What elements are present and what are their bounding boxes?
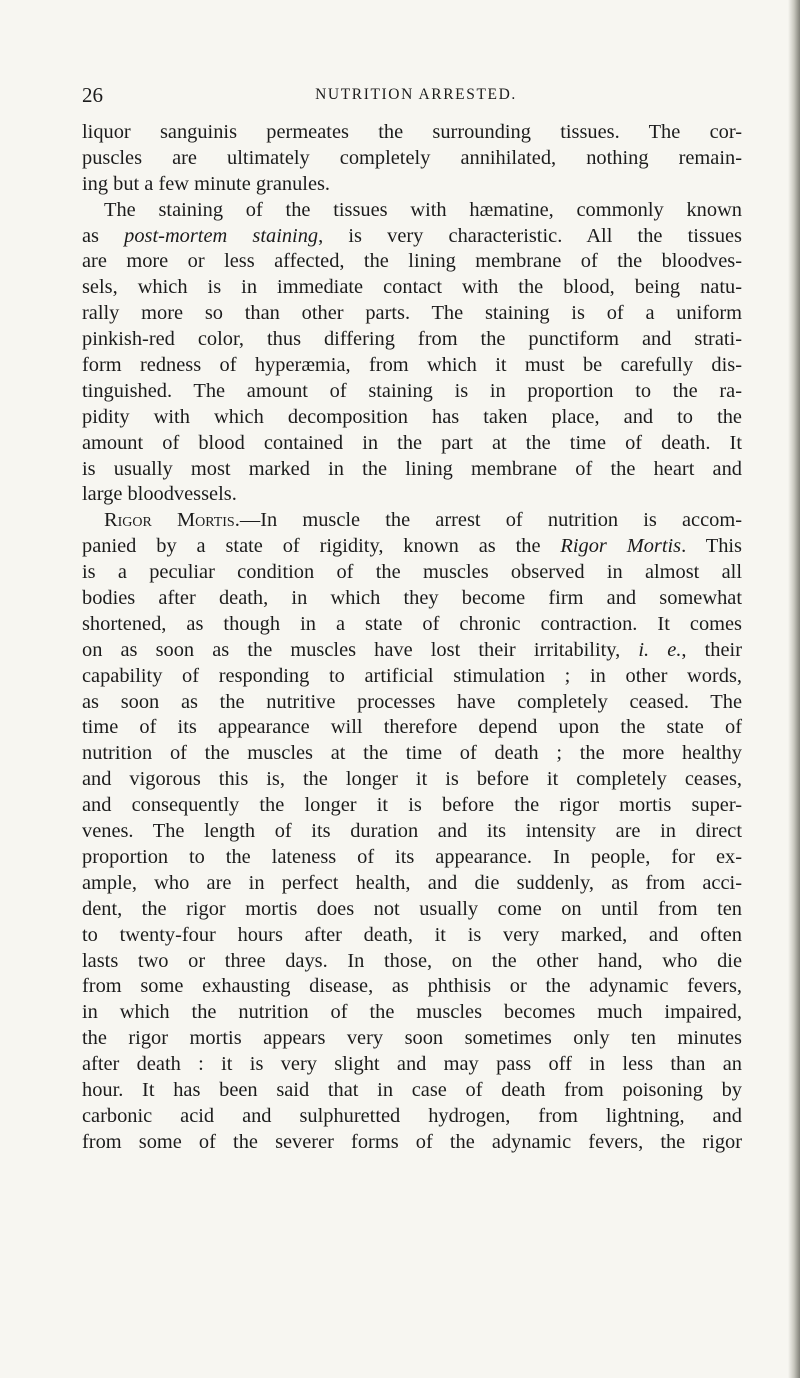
italic-term: i. e.: [638, 638, 682, 661]
text-line: to twenty-four hours after death, it is very marked, and often: [82, 923, 742, 946]
text-line: puscles are ultimately completely annihilated, nothing remain-: [82, 146, 742, 169]
text-line: Rigor Mortis.—In muscle the arrest of nutrition is accom-: [104, 509, 742, 532]
text-line: pinkish-red color, thus differing from the punctiform and strati-: [82, 328, 742, 351]
running-head: [82, 82, 742, 108]
text-line: liquor sanguinis permeates the surrounding tissues. The cor-: [82, 121, 742, 143]
text-line: from some of the severer forms of the adynamic fevers, the rigor: [82, 1130, 742, 1153]
text-line: time of its appearance will therefore depend upon the state of: [82, 716, 742, 739]
page-number: 26: [82, 83, 103, 107]
body-text: [82, 120, 742, 1156]
text-line: pidity with which decomposition has taken place, and to the: [82, 405, 742, 428]
text-line: from some exhausting disease, as phthisis or the adynamic fevers,: [82, 975, 742, 998]
text-line: in which the nutrition of the muscles becomes much impaired,: [82, 1001, 742, 1024]
text-line: as post-mortem staining, is very characteristic. All the tissues: [82, 224, 742, 247]
text-line: venes. The length of its duration and its intensity are in direct: [82, 820, 742, 843]
text-line: is usually most marked in the lining membrane of the heart and: [82, 457, 742, 480]
text-line: and consequently the longer it is before the rigor mortis super-: [82, 794, 742, 817]
text-line: ample, who are in perfect health, and die suddenly, as from acci-: [82, 871, 742, 894]
italic-term: Rigor Mortis: [560, 535, 682, 558]
running-head-title: NUTRITION ARRESTED.: [315, 86, 517, 103]
text-line: proportion to the lateness of its appearance. In people, for ex-: [82, 845, 742, 868]
text-line: dent, the rigor mortis does not usually come on until from ten: [82, 897, 742, 920]
text-line: shortened, as though in a state of chronic contraction. It comes: [82, 612, 742, 635]
text-line: are more or less affected, the lining membrane of the bloodves-: [82, 250, 742, 273]
text-line: nutrition of the muscles at the time of death ; the more healthy: [82, 742, 742, 765]
text-line: The staining of the tissues with hæmatine, commonly known: [104, 198, 742, 221]
text-line: bodies after death, in which they become firm and somewhat: [82, 587, 742, 610]
text-line: lasts two or three days. In those, on the other hand, who die: [82, 949, 742, 972]
text-line: form redness of hyperæmia, from which it must be carefully dis-: [82, 354, 742, 377]
text-line: amount of blood contained in the part at the time of death. It: [82, 431, 742, 454]
text-line: rally more so than other parts. The staining is of a uniform: [82, 302, 742, 325]
text-line: is a peculiar condition of the muscles observed in almost all: [82, 561, 742, 584]
text-line: after death : it is very slight and may pass off in less than an: [82, 1053, 742, 1076]
text-line: ing but a few minute granules.: [82, 172, 331, 195]
text-line: tinguished. The amount of staining is in proportion to the ra-: [82, 379, 742, 402]
text-line: and vigorous this is, the longer it is before it completely ceases,: [82, 768, 742, 791]
text-line: sels, which is in immediate contact with the blood, being natu-: [82, 276, 742, 299]
text-line: carbonic acid and sulphuretted hydrogen, from lightning, and: [82, 1104, 742, 1127]
text-line: large bloodvessels.: [82, 483, 237, 506]
page-edge-shadow: [788, 0, 800, 1378]
section-heading-rigor-mortis: Rigor Mortis: [104, 509, 235, 532]
text-line: panied by a state of rigidity, known as the Rigor Mortis. This: [82, 535, 742, 558]
text-line: the rigor mortis appears very soon sometimes only ten minutes: [82, 1027, 742, 1050]
text-line: hour. It has been said that in case of death from poisoning by: [82, 1078, 742, 1101]
text-line: as soon as the nutritive processes have completely ceased. The: [82, 690, 742, 713]
text-line: on as soon as the muscles have lost their irritability, i. e., their: [82, 638, 742, 661]
text-line: capability of responding to artificial stimulation ; in other words,: [82, 664, 742, 687]
italic-term: post-mortem staining: [124, 224, 319, 247]
